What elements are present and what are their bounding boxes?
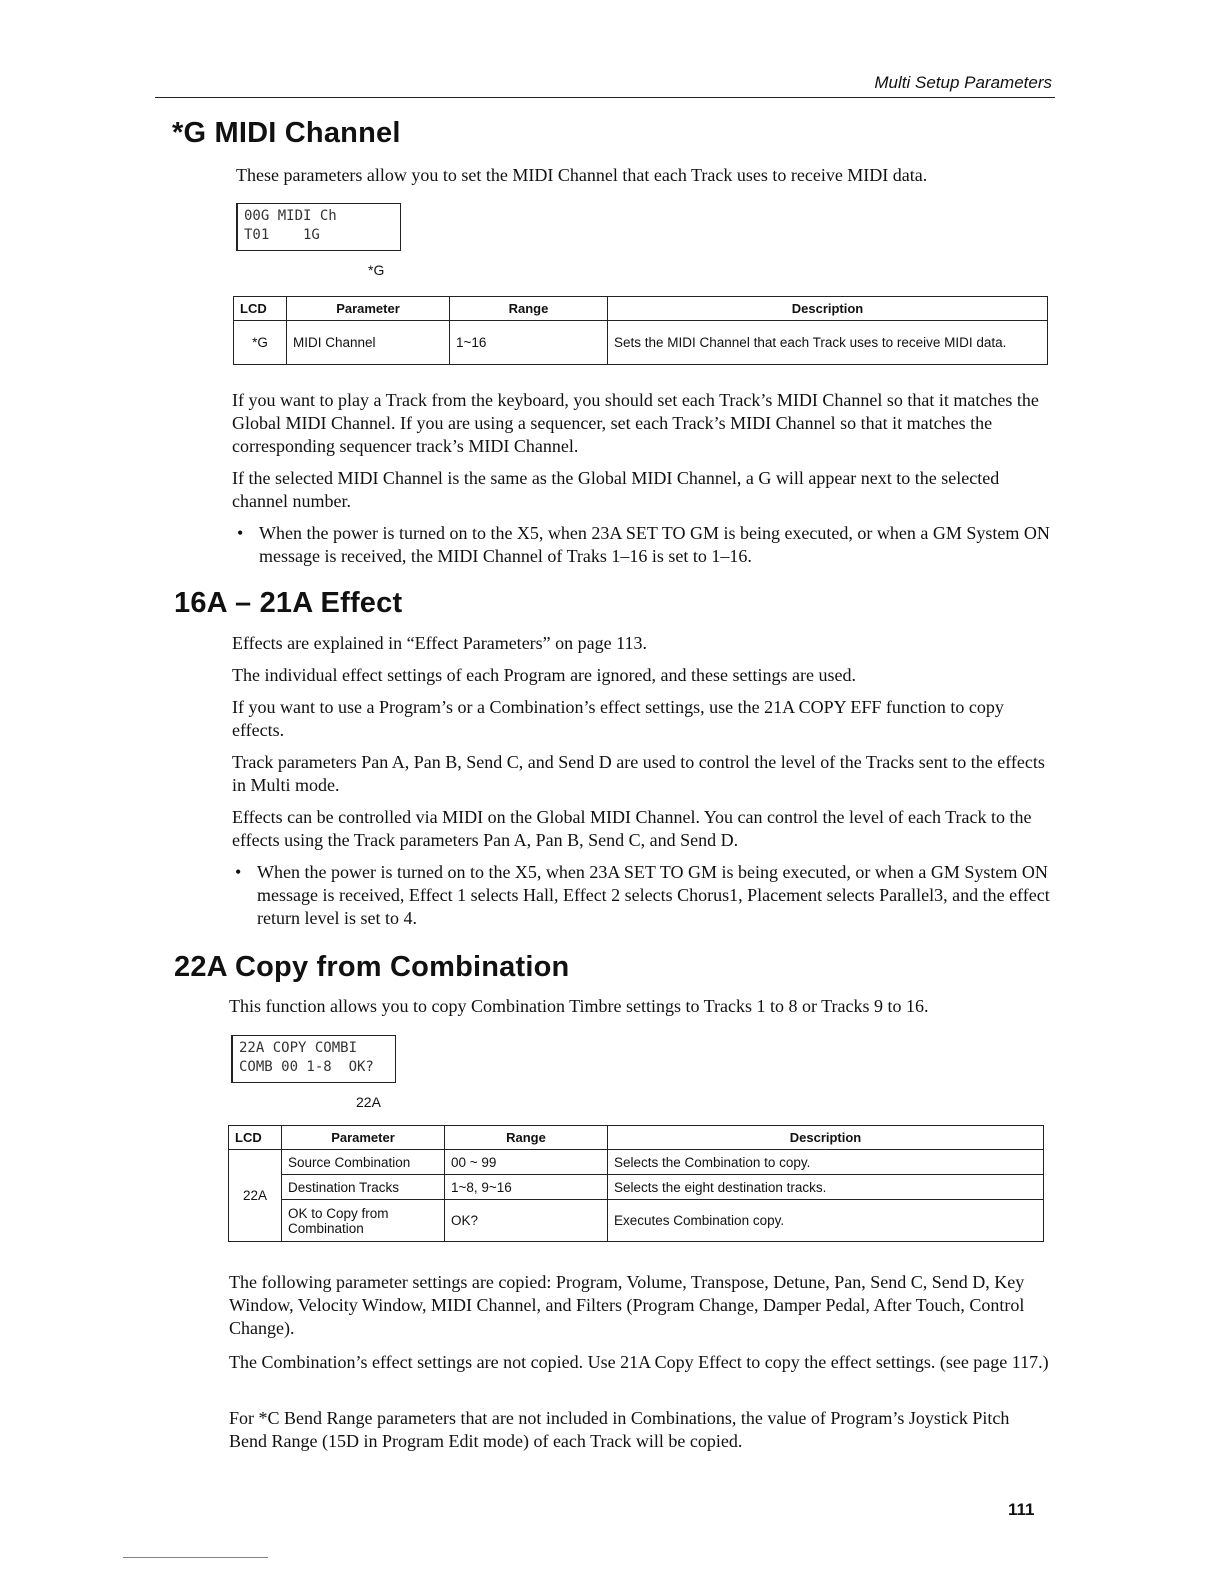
cell-description: Selects the Combination to copy. (608, 1150, 1044, 1175)
header-lcd: LCD (229, 1126, 282, 1150)
lcd-line-2: COMB 00 1-8 OK? (239, 1059, 374, 1075)
header-rule (155, 97, 1055, 98)
cell-range: 00 ~ 99 (445, 1150, 608, 1175)
header-description: Description (608, 297, 1048, 321)
table-row (234, 321, 1048, 365)
running-head: Multi Setup Parameters (874, 73, 1052, 92)
section-title-midi-channel: *G MIDI Channel (172, 117, 401, 149)
lcd-caption-copy: 22A (356, 1094, 381, 1110)
table-row (229, 1175, 1044, 1200)
header-parameter: Parameter (282, 1126, 445, 1150)
cell-parameter: Source Combination (282, 1150, 445, 1175)
table-row (229, 1150, 1044, 1175)
header-description: Description (608, 1126, 1044, 1150)
cell-range: 1~16 (450, 321, 608, 365)
midi-para-1: If you want to play a Track from the keyboard, you should set each Track’s MIDI Channel so that it matches the Global MIDI Channel. If you are using a sequencer, set each Track’s MIDI Channel so that it matches the corresponding sequencer track’s MIDI Channel. (232, 390, 1039, 456)
lcd-line-2: T01 1G (244, 227, 320, 243)
copy-para-2: The Combination’s effect settings are not copied. Use 21A Copy Effect to copy the effect settings. (see page 117.) (229, 1352, 1049, 1372)
copy-para-1: The following parameter settings are copied: Program, Volume, Transpose, Detune, Pan, Send C, Send D, Key Window, Velocity Window, MIDI Channel, and Filters (Program Change, Damper Pedal, After Touch, Control Change). (229, 1272, 1025, 1338)
header-range: Range (450, 297, 608, 321)
cell-range: OK? (445, 1200, 608, 1242)
cell-description: Executes Combination copy. (608, 1200, 1044, 1242)
lcd-display-copy (231, 1035, 396, 1083)
cell-description: Selects the eight destination tracks. (608, 1175, 1044, 1200)
effect-bullet-text: When the power is turned on to the X5, when 23A SET TO GM is being executed, or when a GM System ON message is received, Effect 1 selects Hall, Effect 2 selects Chorus1, Placement selects Parallel3, and the effect return level is set to 4. (257, 862, 1050, 928)
footer-rule (123, 1557, 268, 1558)
cell-parameter: MIDI Channel (287, 321, 450, 365)
effect-bullet (235, 861, 1057, 930)
lcd-caption-midi: *G (368, 262, 385, 278)
section-title-copy-combination: 22A Copy from Combination (174, 951, 570, 983)
cell-lcd: 22A (229, 1150, 282, 1242)
copy-parameter-table (228, 1125, 1044, 1242)
lcd-line-1: 22A COPY COMBI (239, 1040, 358, 1056)
cell-description: Sets the MIDI Channel that each Track uses to receive MIDI data. (608, 321, 1048, 365)
page-number: 111 (1008, 1500, 1035, 1519)
effect-para-3: If you want to use a Program’s or a Combination’s effect settings, use the 21A COPY EFF function to copy effects. (232, 697, 1004, 740)
lcd-line-1: 00G MIDI Ch (244, 208, 337, 224)
midi-para-2: If the selected MIDI Channel is the same as the Global MIDI Channel, a G will appear next to the selected channel number. (232, 468, 1000, 511)
effect-para-1: Effects are explained in “Effect Parameters” on page 113. (232, 633, 647, 653)
header-parameter: Parameter (287, 297, 450, 321)
cell-parameter: OK to Copy from Combination (282, 1200, 445, 1242)
section-title-effect: 16A – 21A Effect (174, 587, 403, 619)
table-row (229, 1200, 1044, 1242)
midi-bullet (237, 522, 1059, 568)
midi-intro: These parameters allow you to set the MIDI Channel that each Track uses to receive MIDI data. (236, 165, 928, 185)
bullet-icon: • (235, 862, 242, 882)
header-range: Range (445, 1126, 608, 1150)
midi-parameter-table (233, 296, 1048, 365)
cell-lcd: *G (234, 321, 287, 365)
header-lcd: LCD (234, 297, 287, 321)
cell-range: 1~8, 9~16 (445, 1175, 608, 1200)
effect-para-4: Track parameters Pan A, Pan B, Send C, and Send D are used to control the level of the Tracks sent to the effects in Multi mode. (232, 752, 1045, 795)
lcd-display-midi (236, 203, 401, 251)
effect-para-5: Effects can be controlled via MIDI on the Global MIDI Channel. You can control the level of each Track to the effects using the Track parameters Pan A, Pan B, Send C, and Send D. (232, 807, 1032, 850)
bullet-icon: • (237, 523, 244, 543)
midi-bullet-text: When the power is turned on to the X5, when 23A SET TO GM is being executed, or when a GM System ON message is received, the MIDI Channel of Traks 1–16 is set to 1–16. (259, 523, 1050, 566)
effect-para-2: The individual effect settings of each Program are ignored, and these settings are used. (232, 665, 856, 685)
copy-intro: This function allows you to copy Combination Timbre settings to Tracks 1 to 8 or Tracks 9 to 16. (229, 996, 929, 1016)
copy-para-3: For *C Bend Range parameters that are not included in Combinations, the value of Program’s Joystick Pitch Bend Range (15D in Program Edit mode) of each Track will be copied. (229, 1408, 1010, 1451)
cell-parameter: Destination Tracks (282, 1175, 445, 1200)
